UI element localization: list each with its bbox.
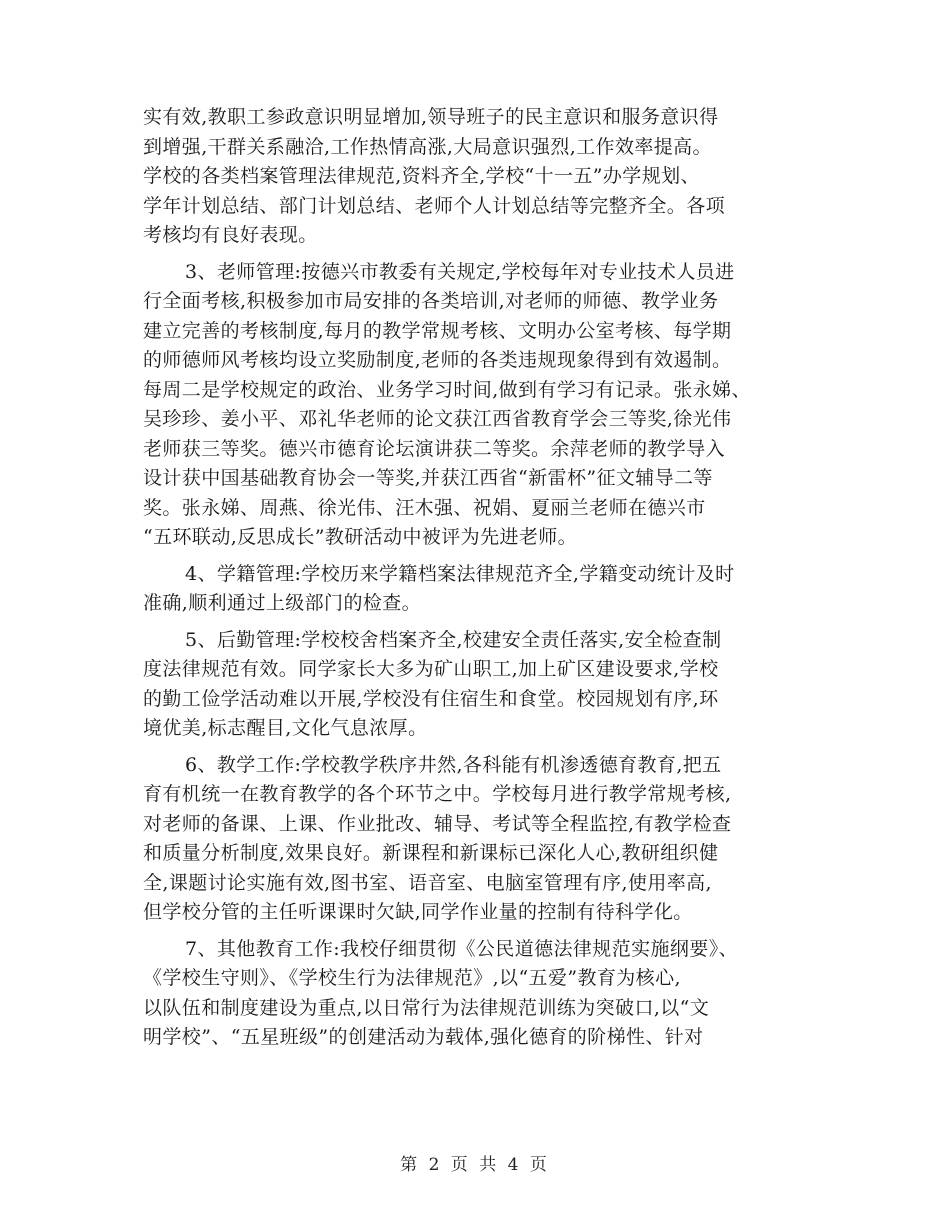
paragraph [143,103,813,251]
text-line: 《学校生守则》、《学校生行为法律规范》,以“五爱”教育为核心, [143,967,681,989]
paragraph [143,258,813,553]
text-line: 实有效,教职工参政意识明显增加,领导班子的民主意识和服务意识得 [143,106,719,128]
text-line: 育有机统一在教育教学的各个环节之中。学校每月进行教学常规考核, [143,783,732,805]
text-line: 5、后勤管理:学校校舍档案齐全,校建安全责任落实,安全检查制 [185,628,722,651]
text-line: 每周二是学校规定的政治、业务学习时间,做到有学习有记录。张永娣、 [143,378,751,401]
text-line: 明学校”、“五星班级”的创建活动为载体,强化德育的阶梯性、针对 [143,1026,704,1048]
text-line: 的勤工俭学活动难以开展,学校没有住宿生和食堂。校园规划有序,环 [143,687,719,710]
text-line: 但学校分管的主任听课课时欠缺,同学作业量的控制有待科学化。 [143,901,693,923]
text-line: “五环联动,反思成长”教研活动中被评为先进老师。 [143,526,578,548]
text-line: 行全面考核,积极参加市局安排的各类培训,对老师的师德、教学业务 [143,290,719,312]
text-line: 对老师的备课、上课、作业批改、辅导、考试等全程监控,有教学检查 [143,812,732,835]
text-line: 考核均有良好表现。 [143,224,318,246]
paragraph [143,751,813,928]
paragraph [143,935,813,1053]
page-number-label: 第 2 页 共 4 页 [400,1155,550,1175]
text-line: 4、学籍管理:学校历来学籍档案法律规范齐全,学籍变动统计及时 [185,562,735,585]
text-line: 学年计划总结、部门计划总结、老师个人计划总结等完整齐全。各项 [143,194,726,217]
text-line: 奖。张永娣、周燕、徐光伟、汪木强、祝娟、夏丽兰老师在德兴市 [143,496,706,519]
document-body [143,103,813,1053]
paragraph [143,626,813,744]
text-line: 设计获中国基础教育协会一等奖,并获江西省“新雷杯”征文辅导二等 [143,467,713,489]
text-line: 6、教学工作:学校教学秩序井然,各科能有机渗透德育教育,把五 [185,753,722,776]
text-line: 全,课题讨论实施有效,图书室、语音室、电脑室管理有序,使用率高, [143,871,712,894]
text-line: 的师德师风考核均设立奖励制度,老师的各类违规现象得到有效遏制。 [143,349,732,371]
text-line: 吴珍珍、姜小平、邓礼华老师的论文获江西省教育学会三等奖,徐光伟 [143,408,732,430]
text-line: 度法律规范有效。同学家长大多为矿山职工,加上矿区建设要求,学校 [143,658,719,680]
text-line: 准确,顺利通过上级部门的检查。 [143,592,422,614]
text-line: 到增强,干群关系融洽,工作热情高涨,大局意识强烈,工作效率提高。 [143,135,712,158]
text-line: 学校的各类档案管理法律规范,资料齐全,学校“十一五”办学规划、 [143,165,700,187]
text-line: 老师获三等奖。德兴市德育论坛演讲获二等奖。余萍老师的教学导入 [143,437,726,460]
text-line: 3、老师管理:按德兴市教委有关规定,学校每年对专业技术人员进 [185,260,735,283]
text-line: 7、其他教育工作:我校仔细贯彻《公民道德法律规范实施纲要》、 [185,937,738,960]
text-line: 境优美,标志醒目,文化气息浓厚。 [143,717,428,739]
text-line: 和质量分析制度,效果良好。新课程和新课标已深化人心,教研组织健 [143,842,719,864]
paragraph [143,560,813,619]
page-footer [0,1150,950,1175]
text-line: 以队伍和制度建设为重点,以日常行为法律规范训练为突破口,以“文 [143,996,710,1019]
text-line: 建立完善的考核制度,每月的教学常规考核、文明办公室考核、每学期 [143,319,732,342]
